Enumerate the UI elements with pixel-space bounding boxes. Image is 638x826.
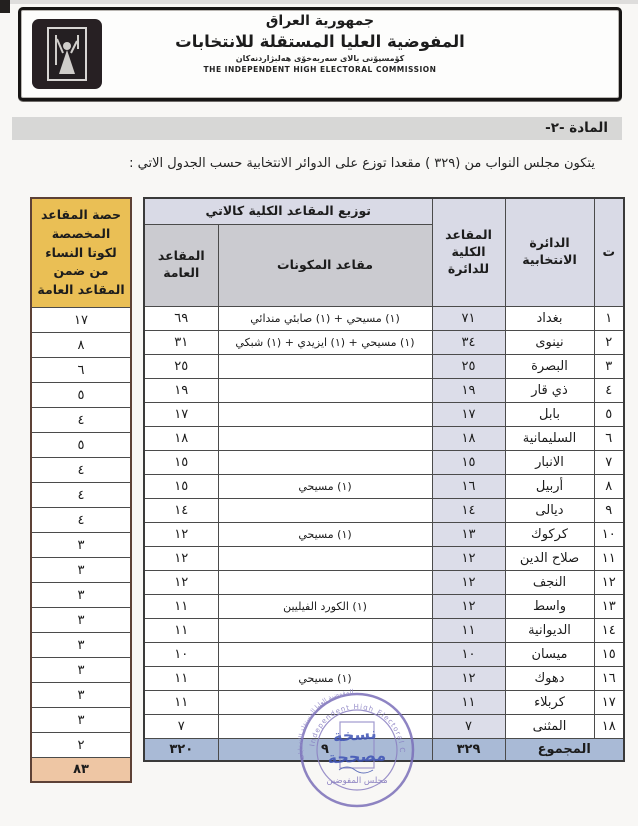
total-row: [144, 738, 624, 761]
total-seats-cell: ١٣: [432, 522, 505, 546]
district-cell: ذي قار: [505, 378, 594, 402]
table-row: [144, 330, 624, 354]
header-general-seats: المقاعد العامة: [144, 224, 218, 306]
row-index-cell: ٩: [594, 498, 624, 522]
table-row: [144, 498, 624, 522]
women-quota-row: [31, 683, 131, 708]
component-seats-cell: [218, 618, 432, 642]
total-seats-cell: ١١: [432, 618, 505, 642]
header-index: ت: [594, 198, 624, 306]
general-seats-cell: ١٨: [144, 426, 218, 450]
women-quota-cell: ٨: [31, 333, 131, 358]
women-quota-cell: ٣: [31, 708, 131, 733]
scan-artifact-top-smear: [0, 0, 638, 4]
women-quota-row: [31, 708, 131, 733]
intro-sentence: يتكون مجلس النواب من (٣٢٩ ) مقعدا توزع على الدوائر الانتخابية حسب الجدول الاتي :: [129, 156, 595, 171]
district-cell: ميسان: [505, 642, 594, 666]
total-seats-cell: ١٠: [432, 642, 505, 666]
row-index-cell: ١٣: [594, 594, 624, 618]
women-quota-row: [31, 458, 131, 483]
header-district: الدائرة الانتخابية: [505, 198, 594, 306]
title-commission-arabic: المفوضية العليا المستقلة للانتخابات: [175, 31, 465, 51]
component-seats-cell: [218, 498, 432, 522]
women-quota-row: [31, 658, 131, 683]
stamp-handwriting-line1: نسخة: [332, 723, 378, 746]
component-seats-cell: [218, 354, 432, 378]
component-seats-cell: [218, 378, 432, 402]
district-cell: واسط: [505, 594, 594, 618]
district-cell: أربيل: [505, 474, 594, 498]
total-seats-cell: ١٢: [432, 666, 505, 690]
table-row: [144, 378, 624, 402]
component-seats-cell: [218, 690, 432, 714]
women-quota-row: [31, 383, 131, 408]
total-seats-cell: ١٤: [432, 498, 505, 522]
total-seats-cell: ١٨: [432, 426, 505, 450]
women-quota-row: [31, 433, 131, 458]
district-cell: كربلاء: [505, 690, 594, 714]
general-seats-cell: ١١: [144, 690, 218, 714]
women-quota-row: [31, 508, 131, 533]
district-cell: نينوى: [505, 330, 594, 354]
general-seats-cell: ١٠: [144, 642, 218, 666]
district-cell: النجف: [505, 570, 594, 594]
header-component-seats: مقاعد المكونات: [218, 224, 432, 306]
article-heading-bar: [12, 117, 622, 140]
component-seats-cell: (١) مسيحي + (١) ايزيدي + (١) شبكي: [218, 330, 432, 354]
women-quota-cell: ٥: [31, 383, 131, 408]
total-seats-cell: ٢٥: [432, 354, 505, 378]
women-quota-cell: ٤: [31, 408, 131, 433]
header-district-total: المقاعد الكلية للدائرة: [432, 198, 505, 306]
table-row: [144, 354, 624, 378]
commission-letterhead: [18, 7, 622, 101]
general-seats-cell: ٦٩: [144, 306, 218, 330]
letterhead-titles: [21, 13, 619, 75]
table-row: [144, 450, 624, 474]
women-quota-total-cell: ٨٣: [31, 758, 131, 783]
total-seats-cell: ٧١: [432, 306, 505, 330]
stamp-signature-squiggle: [339, 767, 373, 773]
table-row: [144, 426, 624, 450]
total-label-cell: المجموع: [505, 738, 624, 761]
table-row: [144, 306, 624, 330]
total-seats-cell: ١٧: [432, 402, 505, 426]
total-seats-cell: ١٥: [432, 450, 505, 474]
table-row: [144, 642, 624, 666]
general-seats-cell: ١١: [144, 666, 218, 690]
component-seats-cell: [218, 402, 432, 426]
women-quota-cell: ٤: [31, 508, 131, 533]
district-cell: ديالى: [505, 498, 594, 522]
women-quota-cell: ٣: [31, 608, 131, 633]
component-seats-cell: [218, 642, 432, 666]
row-index-cell: ٨: [594, 474, 624, 498]
row-index-cell: ١٥: [594, 642, 624, 666]
total-seats-cell: ١٩: [432, 378, 505, 402]
women-quota-row: [31, 583, 131, 608]
district-cell: بغداد: [505, 306, 594, 330]
women-quota-row: [31, 608, 131, 633]
women-quota-row: [31, 633, 131, 658]
seat-distribution-table: [143, 197, 625, 762]
women-quota-cell: ٥: [31, 433, 131, 458]
row-index-cell: ١٤: [594, 618, 624, 642]
total-seats-sum-cell: ٣٢٩: [432, 738, 505, 761]
women-quota-cell: ٣: [31, 683, 131, 708]
women-quota-cell: ٣: [31, 558, 131, 583]
component-seats-cell: [218, 714, 432, 738]
general-seats-cell: ٢٥: [144, 354, 218, 378]
women-quota-table: [30, 197, 132, 783]
women-quota-cell: ٣: [31, 658, 131, 683]
row-index-cell: ١: [594, 306, 624, 330]
row-index-cell: ٦: [594, 426, 624, 450]
total-seats-cell: ١٢: [432, 594, 505, 618]
general-seats-cell: ١١: [144, 594, 218, 618]
total-seats-cell: ٧: [432, 714, 505, 738]
component-seats-cell: (١) الكورد الفيليين: [218, 594, 432, 618]
component-seats-cell: [218, 450, 432, 474]
general-seats-cell: ١٤: [144, 498, 218, 522]
row-index-cell: ٣: [594, 354, 624, 378]
women-quota-cell: ٣: [31, 633, 131, 658]
district-cell: المثنى: [505, 714, 594, 738]
component-seats-cell: (١) مسيحي: [218, 666, 432, 690]
women-quota-row: [31, 408, 131, 433]
district-cell: الديوانية: [505, 618, 594, 642]
district-cell: البصرة: [505, 354, 594, 378]
general-seats-cell: ١٧: [144, 402, 218, 426]
general-seats-cell: ١٢: [144, 522, 218, 546]
women-quota-cell: ٣: [31, 533, 131, 558]
table-row: [144, 522, 624, 546]
total-seats-cell: ١٢: [432, 570, 505, 594]
row-index-cell: ٥: [594, 402, 624, 426]
row-index-cell: ١٦: [594, 666, 624, 690]
title-republic-of-iraq: جمهورية العراق: [265, 13, 375, 29]
stamp-handwriting-line2: مصححة: [327, 745, 387, 768]
total-seats-cell: ١٦: [432, 474, 505, 498]
table-row: [144, 402, 624, 426]
general-seats-cell: ٣١: [144, 330, 218, 354]
component-seats-cell: [218, 546, 432, 570]
table-row: [144, 714, 624, 738]
women-quota-cell: ٤: [31, 458, 131, 483]
row-index-cell: ١٠: [594, 522, 624, 546]
general-seats-cell: ١٢: [144, 546, 218, 570]
total-seats-cell: ١١: [432, 690, 505, 714]
district-cell: دهوك: [505, 666, 594, 690]
general-seats-cell: ١٥: [144, 474, 218, 498]
women-quota-row: [31, 483, 131, 508]
scan-artifact-corner: [0, 0, 10, 13]
total-seats-cell: ٣٤: [432, 330, 505, 354]
stamp-ring-text-en: Independent High Electoral C: [308, 702, 407, 754]
component-seats-cell: (١) مسيحي: [218, 522, 432, 546]
row-index-cell: ٧: [594, 450, 624, 474]
district-cell: بابل: [505, 402, 594, 426]
women-quota-cell: ٤: [31, 483, 131, 508]
women-quota-row: [31, 533, 131, 558]
stamp-council-text: مجلس المفوضين: [326, 776, 388, 786]
district-cell: السليمانية: [505, 426, 594, 450]
women-quota-row: [31, 558, 131, 583]
district-cell: كركوك: [505, 522, 594, 546]
table-row: [144, 666, 624, 690]
header-distribution-span: توزيع المقاعد الكلية كالاتي: [144, 198, 432, 224]
district-cell: صلاح الدين: [505, 546, 594, 570]
women-quota-row: [31, 358, 131, 383]
table-row: [144, 618, 624, 642]
table-row: [144, 546, 624, 570]
component-seats-sum-cell: ٩: [218, 738, 432, 761]
row-index-cell: ١٢: [594, 570, 624, 594]
women-quota-cell: ٣: [31, 583, 131, 608]
women-quota-row: [31, 733, 131, 758]
table-row: [144, 474, 624, 498]
title-commission-english: THE INDEPENDENT HIGH ELECTORAL COMMISSION: [203, 65, 437, 75]
women-quota-row: [31, 333, 131, 358]
table-row: [144, 570, 624, 594]
general-seats-cell: ٧: [144, 714, 218, 738]
row-index-cell: ١٨: [594, 714, 624, 738]
row-index-cell: ٢: [594, 330, 624, 354]
table-row: [144, 594, 624, 618]
women-quota-cell: ٢: [31, 733, 131, 758]
general-seats-cell: ١٢: [144, 570, 218, 594]
article-label: المادة -٢-: [545, 120, 608, 136]
total-seats-cell: ١٢: [432, 546, 505, 570]
women-quota-cell: ٦: [31, 358, 131, 383]
women-quota-header: حصة المقاعد المخصصة لكوتا النساء من ضمن المقاعد العامة: [31, 198, 131, 308]
component-seats-cell: [218, 570, 432, 594]
women-quota-row: [31, 308, 131, 333]
table-row: [144, 690, 624, 714]
general-seats-cell: ١٩: [144, 378, 218, 402]
component-seats-cell: (١) مسيحي + (١) صابئي مندائي: [218, 306, 432, 330]
component-seats-cell: (١) مسيحي: [218, 474, 432, 498]
stamp-ring-text-ar: المفوضية العليا المستقلة للانتخابات: [296, 687, 354, 761]
row-index-cell: ١١: [594, 546, 624, 570]
district-cell: الانبار: [505, 450, 594, 474]
general-seats-sum-cell: ٣٢٠: [144, 738, 218, 761]
title-commission-kurdish: كۆمسيۆنى بالاى سەربەخۆى هەلبژاردنەكان: [235, 54, 405, 64]
general-seats-cell: ١١: [144, 618, 218, 642]
general-seats-cell: ١٥: [144, 450, 218, 474]
component-seats-cell: [218, 426, 432, 450]
row-index-cell: ١٧: [594, 690, 624, 714]
row-index-cell: ٤: [594, 378, 624, 402]
women-quota-cell: ١٧: [31, 308, 131, 333]
